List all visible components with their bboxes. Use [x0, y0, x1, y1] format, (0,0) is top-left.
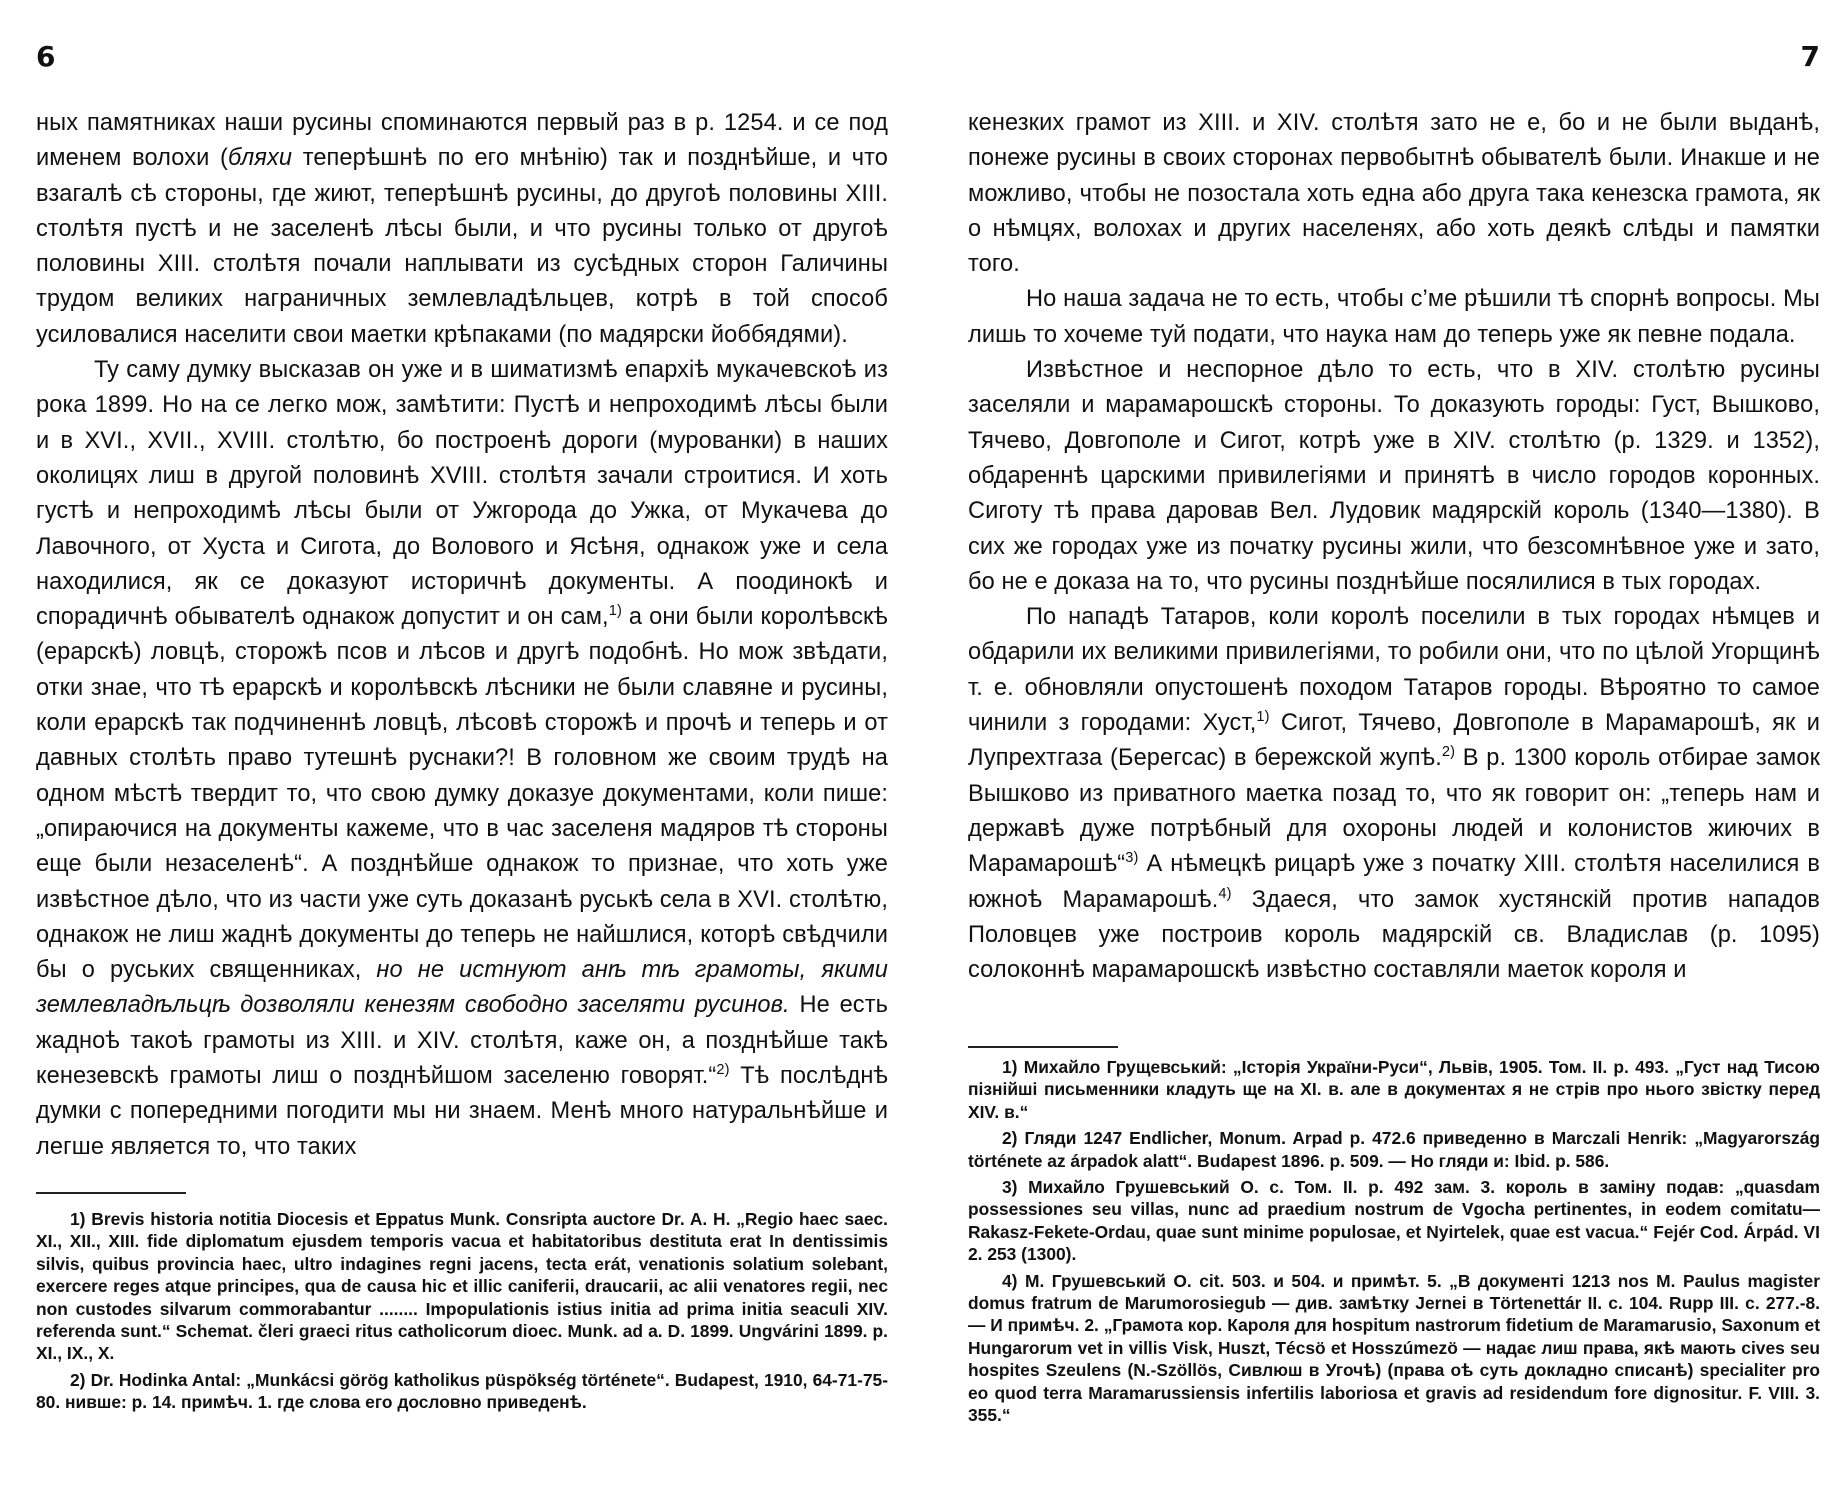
text-run: Но наша задача не то есть, чтобы с’ме рѣшили тѣ спорнѣ вопросы. Мы лишь то хочеме туй подати, что наука нам до теперь уже як певне подала. [968, 286, 1820, 348]
paragraph [36, 353, 888, 1165]
footnote: 2) Dr. Hodinka Antal: „Munkácsi görög katholikus püspökség története“. Budapest, 1910, 64-71-75-80. нивше: р. 14. примѣч. 1. где слова его дословно приведенѣ. [36, 1369, 888, 1413]
paragraph [968, 600, 1820, 988]
text-run: По нападѣ Татаров, коли королѣ поселили в тых городах нѣмцев и обдарили их великими привилегіями, то робили они, что по цѣлой Угорщинѣ т. е. обновляли опустошенѣ походом Татаров городы. Вѣроятно то самое чинили з городами: Хуст, [968, 604, 1820, 737]
footnote-ref: 2) [716, 1062, 730, 1079]
page-number: 6 [36, 40, 56, 73]
text-run: кенезких грамот из XIII. и XIV. столѣтя зато не е, бо и не были выданѣ, понеже русины в своих сторонах первобытнѣ обывателѣ были. Инакше и не можливо, чтобы не позостала хоть една або друга така кенезска грамота, як о нѣмцях, волохах и других населенях, або хоть деякѣ слѣды и памятки того. [968, 110, 1820, 278]
text-run: Тѣ послѣднѣ думки с попередними погодити мы ни знаем. Менѣ много натуральнѣйше и легше является то, что таких [36, 1063, 889, 1160]
footnote: 3) Михайло Грушевський О. с. Том. II. р. 492 зам. 3. король в заміну подав: „quasdam possessiones seu villas, nunc ad praedium nostrum de Vgocha pertinentes, in eodem comitatu—Rakasz-Fekete-Ordau, quae sunt minime populosae, et Nyirtelek, quae est vacua.“ Fejér Cod. Árpád. VI 2. 253 (1300). [968, 1177, 1820, 1265]
text-run: Ту саму думку высказав он уже и в шиматизмѣ епархіѣ мукачевскоѣ из рока 1899. Но на се легко мож, замѣтити: Пустѣ и непроходимѣ лѣсы были и в XVI., XVII., XVIII. столѣтю, бо построенѣ дороги (мурованки) в наших околицях лиш в другой половинѣ XVIII. столѣтя зачали строитися. И хоть густѣ и непроходимѣ лѣсы были от Ужгорода до Ужка, от Мукачева до Лавочного, от Хуста и Сигота, до Волового и Ясѣня, однакож уже и села находилися, як се доказуют историчнѣ документы. А поодинокѣ и спорадичнѣ обывателѣ однакож допустит и он сам, [36, 357, 888, 631]
footnote-ref: 1) [608, 603, 622, 620]
paragraph [968, 353, 1820, 600]
text-run: Здаеся, что замок хустянскій против нападов Половцев уже построив король мадярскій св. Владислав (р. 1095) солоконнѣ марамарошскѣ извѣстно составляли маеток короля и [968, 886, 1821, 984]
footnote: 1) Михайло Грущевський: „Історія України-Руси“, Львів, 1905. Том. II. р. 493. „Густ над Тисою пізнійші письменники кладуть ще на XI. в. але в документах я не стрів про нього звістку перед XIV. в.“ [968, 1057, 1820, 1122]
footnote-divider [36, 1192, 186, 1194]
footnote-ref: 2) [1441, 744, 1456, 761]
text-run: Сигот, Тячево, Довгополе в Марамарошѣ, як и Лупрехтгаза (Берегсас) в бережской жупѣ. [968, 710, 1820, 772]
italic-text: бляхи [228, 145, 293, 172]
text-run: Извѣстное и неспорное дѣло то есть, что в XIV. столѣтю русины заселяли и марамарошскѣ стороны. То доказують городы: Густ, Вышково, Тячево, Довгополе и Сигот, котрѣ уже в XIV. столѣтю (р. 1329. и 1352), обдареннѣ царскими привилегіями и принятѣ в число городов коронных. Сиготу тѣ права даровав Вел. Лудовик мадярскій король (1340—1380). В сих же городах уже из початку русины жили, что безсомнѣвное уже и зато, бо не е доказа на то, что русины позднѣйше посялилися в тых городах. [968, 357, 1820, 595]
body-text [968, 106, 1820, 988]
paragraph [968, 282, 1820, 353]
footnotes [36, 1208, 888, 1418]
text-run: а они были королѣвскѣ (ерарскѣ) ловцѣ, сторожѣ псов и лѣсов и другѣ подобнѣ. Но мож звѣдати, отки знае, что тѣ ерарскѣ и королѣвскѣ лѣсники не были славяне и русины, коли ерарскѣ так подчиненнѣ ловцѣ, лѣсовѣ сторожѣ и прочѣ и теперь и от давных столѣть право тутешнѣ руснаки?! В головном же своим трудѣ на одном мѣстѣ твердит то, что свою думку доказуе документами, коли пише: „опираючися на документы кажеме, что в час заселеня мадяров тѣ стороны еще были незаселенѣ“. А позднѣйше однакож то признае, что хоть уже извѣстное дѣло, что из части уже суть доказанѣ руськѣ села в XVI. столѣтю, однакож не лиш жаднѣ документы до теперь не найшлися, которѣ свѣдчили бы о руських священниках, [36, 604, 888, 984]
footnote-ref: 1) [1256, 709, 1270, 726]
text-run: теперѣшнѣ по его мнѣнію) так и позднѣйше, и что взагалѣ сѣ стороны, где жиют, теперѣшнѣ русины, до другоѣ половины XIII. столѣтя пустѣ и не заселенѣ лѣсы были, и что русины только от другоѣ половины XIII. столѣтя почали наплывати из сусѣдных сторон Галичины трудом великих награничных землевладѣльцев, котрѣ в той способ усиловалися населити свои маетки крѣпаками (по мадярски йоббядями). [36, 145, 888, 348]
footnote-ref: 4) [1218, 885, 1232, 902]
text-run: А нѣмецкѣ рицарѣ уже з початку XIII. столѣтя населилися в южноѣ Марамарошѣ. [968, 851, 1820, 913]
page-number: 7 [1800, 40, 1820, 73]
footnote: 2) Гляди 1247 Endlicher, Monum. Arpad p. 472.6 приведенно в Marczali Henrik: „Magyarország története az árpadok alatt“. Budapest 1896. p. 509. — Но гляди и: Ibid. p. 586. [968, 1128, 1820, 1171]
footnote-divider [968, 1046, 1118, 1048]
paragraph [36, 106, 888, 353]
text-run: ных памятниках наши русины споминаются первый раз в р. 1254. и се под именем волохи ( [36, 110, 888, 172]
text-run: В р. 1300 король отбирае замок Вышково из приватного маетка позад то, что як говорит он: „теперь нам и державѣ дуже потрѣбный для охороны людей и колонистов жиючих в Марамарошѣ“ [968, 745, 1820, 878]
footnote-ref: 3) [1125, 850, 1139, 867]
footnotes [968, 1056, 1820, 1431]
italic-text: но не истнуют анѣ тѣ грамоты, якими землевладѣльцѣ дозволяли кенезям свободно заселяти русинов. [36, 957, 888, 1019]
footnote: 1) Brevis historia notitia Diocesis et Eppatus Munk. Consripta auctore Dr. A. H. „Regio haec saec. XI., XII., XIII. fide diplomatum ejusdem temporis vacua et habitatoribus destituta erat In dentissimis silvis, quibus provincia haec, ultro indagines regni jacens, tecta erát, venationis solatium solebant, exercere reges atque principes, qua de causa hic et illic caniferii, draucarii, ac alii venatores regii, nec non custodes silvarum commorabantur ........ Impopulationis istius initia ad prima initia seaculi XIV. referenda sunt.“ Schemat. čleri graeci ritus catholicorum dioec. Munk. ad a. D. 1899. Ungvárini 1899. p. XI., IX., X. [36, 1209, 888, 1364]
footnote: 4) М. Грушевський О. cit. 503. и 504. и примѣт. 5. „В документі 1213 nos M. Paulus magister domus fratrum de Marumorosiegub — див. замѣтку Jernei в Törtenettár II. c. 104. Rupp III. c. 277.-8. — И примѣч. 2. „Грамота кор. Кароля для hospitum nastrorum fidetium de Maramarusio, Saxonum et Hungarorum vet in villis Visk, Huszt, Técsö et Hosszúmezö — надає лиш права, якѣ мають cives seu hospites Szeulens (N.-Szöllös, Сивлюш в Угочѣ) (права оѣ суть докладно списанѣ) specialiter pro eo quod terra Maramarussiensis infertilis laboriosa et gravis ad residendum fore dignositur. F. VIII. 3. 355.“ [968, 1270, 1820, 1426]
text-run: Не есть жадноѣ такоѣ грамоты из XIII. и XIV. столѣтя, каже он, а позднѣйше такѣ кенезевскѣ грамоты лиш о позднѣйшом заселеню говорят.“ [36, 992, 889, 1090]
body-text [36, 106, 888, 1165]
paragraph [968, 106, 1820, 282]
